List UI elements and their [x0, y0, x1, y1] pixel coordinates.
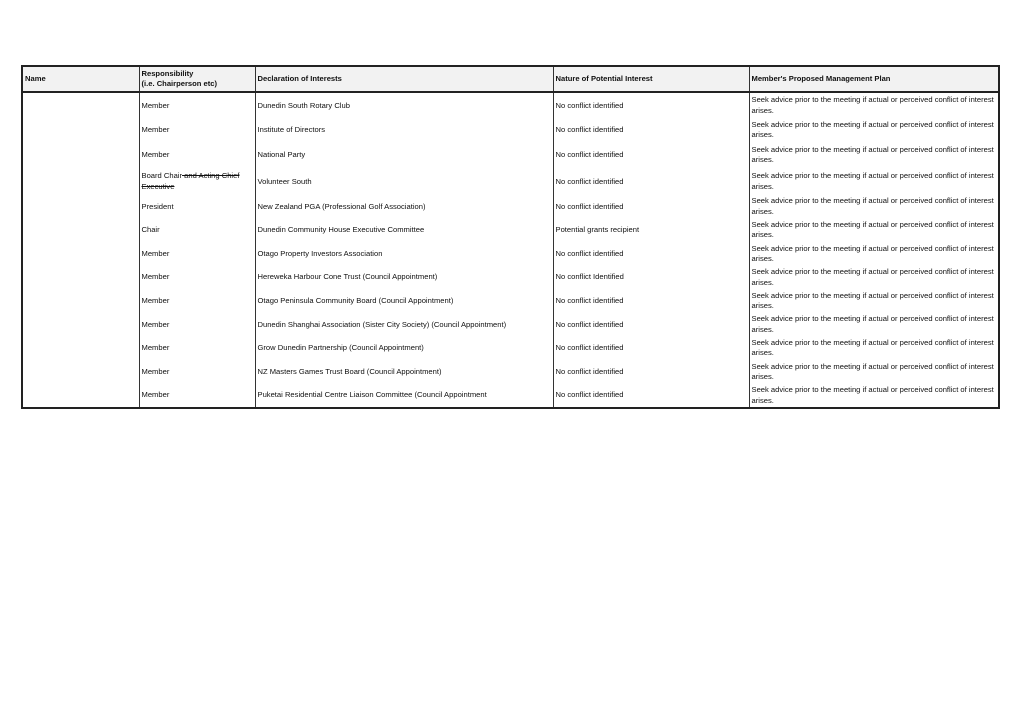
plan-cell: Seek advice prior to the meeting if actual or perceived conflict of interest arises.	[751, 243, 994, 264]
table-row	[23, 360, 998, 384]
responsibility-cell	[139, 169, 255, 196]
declaration-cell: Institute of Directors	[255, 119, 553, 143]
responsibility-cell: Member	[139, 142, 255, 169]
table-row	[23, 289, 998, 313]
header-nature: Nature of Potential Interest	[553, 67, 749, 92]
table-row	[23, 195, 998, 219]
nature-cell: No conflict identified	[553, 289, 749, 313]
nature-cell: No conflict identified	[553, 195, 749, 219]
plan-cell: Seek advice prior to the meeting if actual or perceived conflict of interest arises.	[751, 361, 994, 382]
declaration-cell: Otago Property Investors Association	[255, 242, 553, 266]
nature-cell: No conflict identified	[553, 313, 749, 337]
responsibility-cell: Member	[139, 313, 255, 337]
nature-cell: No conflict identified	[553, 119, 749, 143]
responsibility-cell: Member	[139, 384, 255, 408]
plan-cell: Seek advice prior to the meeting if actual or perceived conflict of interest arises.	[751, 119, 994, 140]
plan-cell: Seek advice prior to the meeting if actual or perceived conflict of interest arises.	[751, 385, 994, 405]
responsibility-cell: Member	[139, 289, 255, 313]
responsibility-cell: Member	[139, 119, 255, 143]
declaration-cell: Hereweka Harbour Cone Trust (Council Appointment)	[255, 266, 553, 290]
plan-cell: Seek advice prior to the meeting if actual or perceived conflict of interest arises.	[751, 171, 994, 191]
header-plan: Member's Proposed Management Plan	[749, 67, 998, 92]
nature-cell: No conflict identified	[553, 242, 749, 266]
nature-cell: Potential grants recipient	[553, 219, 749, 243]
plan-cell: Seek advice prior to the meeting if actual or perceived conflict of interest arises.	[751, 290, 994, 311]
nature-cell: No conflict identified	[553, 337, 749, 361]
header-row	[23, 67, 998, 92]
header-name: Name	[23, 67, 139, 92]
table-row	[23, 384, 998, 408]
plan-cell: Seek advice prior to the meeting if actual or perceived conflict of interest arises.	[751, 314, 994, 334]
table-row	[23, 337, 998, 361]
header-responsibility-line2: (i.e. Chairperson etc)	[141, 79, 218, 88]
responsibility-cell: Member	[139, 266, 255, 290]
header-declaration: Declaration of Interests	[255, 67, 553, 92]
responsibility-cell: Member	[139, 92, 255, 119]
person-name-cell	[23, 92, 139, 407]
table-row	[23, 313, 998, 337]
responsibility-cell: Member	[139, 242, 255, 266]
plan-cell: Seek advice prior to the meeting if actual or perceived conflict of interest arises.	[751, 267, 994, 287]
declaration-cell: Dunedin South Rotary Club	[255, 92, 553, 119]
declaration-cell: NZ Masters Games Trust Board (Council Appointment)	[255, 360, 553, 384]
table-row	[23, 242, 998, 266]
responsibility-cell: Member	[139, 337, 255, 361]
nature-cell: No conflict identified	[553, 142, 749, 169]
responsibility-cell: Member	[139, 360, 255, 384]
table-row	[23, 219, 998, 243]
table-row	[23, 119, 998, 143]
responsibility-text: Board Chair	[141, 171, 183, 181]
responsibility-cell: President	[139, 195, 255, 219]
interests-register-sheet	[21, 65, 1000, 409]
table-row	[23, 92, 998, 119]
responsibility-struck-text: and Acting Chief Executive	[141, 171, 240, 191]
plan-cell: Seek advice prior to the meeting if actual or perceived conflict of interest arises.	[751, 95, 994, 115]
declaration-cell: Dunedin Community House Executive Committee	[255, 219, 553, 243]
table-row	[23, 169, 998, 196]
nature-cell: No conflict identified	[553, 384, 749, 408]
nature-cell: No conflict identified	[553, 169, 749, 196]
table-row	[23, 266, 998, 290]
nature-cell: No conflict Identified	[553, 266, 749, 290]
declaration-cell: New Zealand PGA (Professional Golf Association)	[255, 195, 553, 219]
declaration-cell: Dunedin Shanghai Association (Sister City Society) (Council Appointment)	[255, 313, 553, 337]
declaration-cell: Grow Dunedin Partnership (Council Appointment)	[255, 337, 553, 361]
table-row	[23, 142, 998, 169]
declaration-cell: National Party	[255, 142, 553, 169]
nature-cell: No conflict identified	[553, 360, 749, 384]
header-responsibility	[139, 67, 255, 92]
declaration-cell: Otago Peninsula Community Board (Council Appointment)	[255, 289, 553, 313]
responsibility-cell: Chair	[139, 219, 255, 243]
plan-cell: Seek advice prior to the meeting if actual or perceived conflict of interest arises.	[751, 337, 994, 358]
plan-cell: Seek advice prior to the meeting if actual or perceived conflict of interest arises.	[751, 219, 994, 240]
declaration-cell: Volunteer South	[255, 169, 553, 196]
header-responsibility-line1: Responsibility	[141, 68, 194, 78]
plan-cell: Seek advice prior to the meeting if actual or perceived conflict of interest arises.	[751, 196, 994, 216]
nature-cell: No conflict identified	[553, 92, 749, 119]
interests-register-table	[23, 67, 998, 407]
declaration-cell: Puketai Residential Centre Liaison Committee (Council Appointment	[255, 384, 553, 408]
plan-cell: Seek advice prior to the meeting if actual or perceived conflict of interest arises.	[751, 144, 994, 165]
